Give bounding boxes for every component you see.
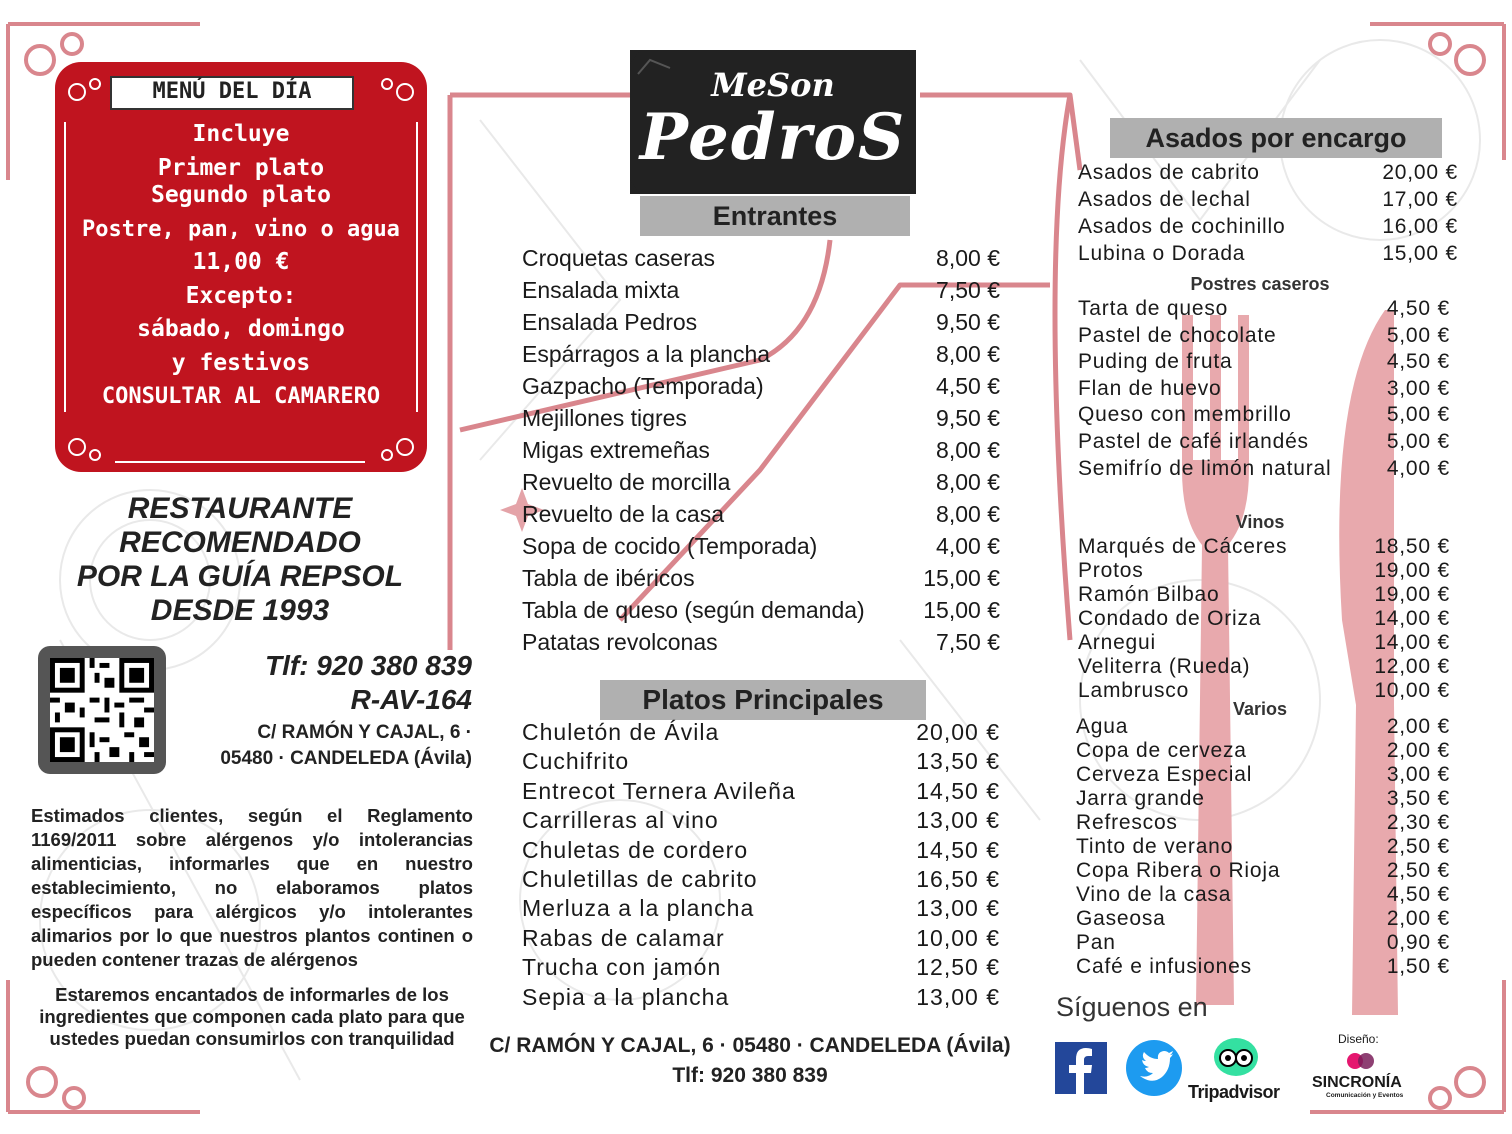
- menu-item-price: 14,50 €: [916, 777, 1000, 804]
- menu-item: [522, 953, 1000, 982]
- repsol-line: POR LA GUÍA REPSOL: [76, 560, 404, 593]
- menu-item-price: 13,00 €: [916, 807, 1000, 834]
- varios-list: [1076, 715, 1450, 979]
- menu-item: [522, 747, 1000, 776]
- repsol-line: RECOMENDADO: [119, 526, 361, 559]
- menu-item-price: 4,50 €: [1386, 350, 1450, 374]
- menu-item-price: 7,50 €: [936, 629, 1000, 655]
- menu-item-price: 18,50 €: [1374, 535, 1450, 558]
- menu-item-price: 16,50 €: [916, 865, 1000, 892]
- logo-pedros: PedroS: [639, 100, 907, 175]
- menu-item: [522, 806, 1000, 835]
- menu-item: [522, 370, 1000, 402]
- menu-item-name: Sopa de cocido (Temporada): [522, 533, 818, 559]
- restaurant-logo: [630, 50, 916, 194]
- menu-item-price: 4,50 €: [936, 373, 1000, 399]
- menu-item-price: 14,00 €: [1374, 607, 1450, 630]
- menu-item-price: 4,00 €: [1386, 456, 1450, 480]
- qr-code-pattern: [50, 658, 154, 762]
- menu-item-price: 2,50 €: [1386, 859, 1450, 882]
- principales-title: Platos Principales: [642, 684, 884, 715]
- menu-item-name: Lubina o Dorada: [1078, 242, 1246, 265]
- menu-del-dia-lines: [55, 118, 427, 414]
- menu-item-name: Chuletas de cordero: [522, 836, 749, 863]
- menu-item-price: 15,00 €: [923, 565, 1000, 591]
- menu-item-name: Tabla de queso (según demanda): [522, 597, 865, 623]
- menu-item-name: Revuelto de morcilla: [522, 469, 731, 495]
- menu-item: [1078, 186, 1458, 213]
- menu-item-price: 13,00 €: [916, 983, 1000, 1010]
- menu-item-price: 16,00 €: [1382, 215, 1458, 238]
- menu-item: [522, 594, 1000, 626]
- menu-item-price: 20,00 €: [916, 719, 1000, 745]
- menu-item: [522, 836, 1000, 865]
- menu-item-name: Queso con membrillo: [1078, 403, 1292, 427]
- menu-item-name: Chuletillas de cabrito: [522, 865, 758, 892]
- menu-item-name: Pan: [1076, 931, 1116, 954]
- menu-item-price: 5,00 €: [1386, 323, 1450, 347]
- follow-us-label: Síguenos en: [1056, 992, 1208, 1022]
- menu-item-price: 2,30 €: [1386, 811, 1450, 834]
- menu-item-price: 10,00 €: [916, 924, 1000, 951]
- repsol-recommendation: [20, 492, 460, 628]
- menu-item-price: 3,50 €: [1386, 787, 1450, 810]
- menu-item: [1078, 631, 1450, 655]
- menu-item-name: Chuletón de Ávila: [522, 719, 720, 745]
- menu-item-price: 17,00 €: [1382, 188, 1458, 211]
- menu-item: [1076, 859, 1450, 883]
- menu-item-price: 19,00 €: [1374, 559, 1450, 582]
- design-label: Diseño:: [1338, 1032, 1379, 1046]
- menu-item: [1076, 739, 1450, 763]
- menu-item-price: 20,00 €: [1382, 161, 1458, 184]
- menu-item-name: Veliterra (Rueda): [1078, 655, 1251, 678]
- menu-item: [1078, 376, 1450, 403]
- tripadvisor-icon[interactable]: [1214, 1038, 1258, 1076]
- menu-item-price: 3,00 €: [1386, 763, 1450, 786]
- menu-item: [1078, 535, 1450, 559]
- menu-item: [1076, 715, 1450, 739]
- menu-item-price: 10,00 €: [1374, 679, 1450, 702]
- menu-item-name: Protos: [1078, 559, 1144, 582]
- menu-item: [1076, 907, 1450, 931]
- menu-item: [522, 274, 1000, 306]
- principales-banner: [600, 680, 926, 720]
- menu-item: [522, 530, 1000, 562]
- menu-item-name: Trucha con jamón: [522, 954, 722, 981]
- allergen-notice-2: Estaremos encantados de informarles de los ingredientes que componen cada plato para que ustedes puedan consumirlos con tranquilidad: [39, 984, 465, 1049]
- day-line: CONSULTAR AL CAMARERO: [101, 384, 381, 409]
- menu-item-name: Mejillones tigres: [522, 405, 687, 431]
- menu-item: [1076, 955, 1450, 979]
- menu-item: [1078, 349, 1450, 376]
- menu-item: [1078, 323, 1450, 350]
- day-price: 11,00 €: [192, 249, 290, 275]
- day-line: Segundo plato: [150, 182, 331, 208]
- contact-address-2: 05480 · CANDELEDA (Ávila): [220, 748, 472, 769]
- menu-item-name: Gaseosa: [1076, 907, 1166, 930]
- menu-item-price: 2,00 €: [1386, 739, 1450, 762]
- qr-code[interactable]: [38, 646, 166, 774]
- menu-item-name: Gazpacho (Temporada): [522, 373, 764, 399]
- facebook-glyph: [1055, 1042, 1107, 1094]
- menu-item: [1078, 296, 1450, 323]
- menu-item-name: Lambrusco: [1078, 679, 1190, 702]
- menu-item-price: 15,00 €: [1382, 242, 1458, 265]
- menu-item-name: Copa de cerveza: [1076, 739, 1247, 762]
- designer-subtitle: Comunicación y Eventos: [1326, 1092, 1404, 1099]
- menu-item-price: 7,50 €: [936, 277, 1000, 303]
- menu-item-price: 15,00 €: [923, 597, 1000, 623]
- qr-code-icon: [50, 658, 154, 762]
- vinos-list: [1078, 535, 1450, 703]
- menu-item-price: 12,00 €: [1374, 655, 1450, 678]
- menu-item: [522, 718, 1000, 747]
- menu-item: [1076, 883, 1450, 907]
- postres-list: [1078, 296, 1450, 482]
- menu-item: [1078, 429, 1450, 456]
- menu-item-price: 5,00 €: [1386, 429, 1450, 453]
- menu-item-name: Marqués de Cáceres: [1078, 535, 1288, 558]
- menu-item: [1078, 607, 1450, 631]
- menu-item-name: Jarra grande: [1076, 787, 1205, 810]
- menu-item-name: Café e infusiones: [1076, 955, 1252, 978]
- day-line: Incluye: [192, 121, 290, 147]
- entrantes-list: [522, 242, 1000, 658]
- menu-item: [1076, 763, 1450, 787]
- asados-title: Asados por encargo: [1145, 123, 1407, 153]
- menu-item: [1078, 159, 1458, 186]
- tripadvisor-label[interactable]: Tripadvisor: [1188, 1082, 1280, 1102]
- twitter-glyph: [1126, 1040, 1182, 1096]
- menu-item-name: Asados de cabrito: [1078, 161, 1260, 184]
- asados-list: [1078, 159, 1458, 267]
- menu-item-price: 14,50 €: [916, 836, 1000, 863]
- menu-item-price: 8,00 €: [936, 437, 1000, 463]
- menu-item-name: Espárragos a la plancha: [522, 341, 771, 367]
- vinos-title: Vinos: [1235, 512, 1285, 532]
- menu-item-price: 19,00 €: [1374, 583, 1450, 606]
- menu-item-name: Ramón Bilbao: [1078, 583, 1220, 606]
- logo-meson: MeSon: [711, 66, 835, 104]
- menu-item-price: 4,00 €: [936, 533, 1000, 559]
- menu-item-price: 8,00 €: [936, 245, 1000, 271]
- menu-item-price: 14,00 €: [1374, 631, 1450, 654]
- menu-item: [1078, 583, 1450, 607]
- menu-item: [522, 498, 1000, 530]
- menu-item: [1078, 402, 1450, 429]
- footer-address: C/ RAMÓN Y CAJAL, 6 · 05480 · CANDELEDA (Ávila): [489, 1034, 1011, 1057]
- menu-item-name: Sepia a la plancha: [522, 983, 730, 1010]
- menu-item-name: Flan de huevo: [1078, 376, 1222, 400]
- menu-item: [522, 865, 1000, 894]
- menu-item: [1076, 931, 1450, 955]
- menu-item: [522, 626, 1000, 658]
- day-line: Postre, pan, vino o agua: [82, 216, 400, 242]
- menu-item-name: Merluza a la plancha: [522, 895, 755, 922]
- menu-item-price: 0,90 €: [1386, 931, 1450, 954]
- menu-item: [522, 338, 1000, 370]
- menu-item: [1078, 456, 1450, 483]
- menu-item-name: Revuelto de la casa: [522, 501, 725, 527]
- menu-item: [1078, 240, 1458, 267]
- menu-item-name: Puding de fruta: [1078, 350, 1233, 374]
- menu-item: [522, 924, 1000, 953]
- menu-item-name: Arnegui: [1078, 631, 1156, 654]
- menu-item: [1076, 835, 1450, 859]
- menu-item-price: 2,00 €: [1386, 715, 1450, 738]
- menu-item-name: Rabas de calamar: [522, 924, 725, 951]
- menu-item-name: Migas extremeñas: [522, 437, 710, 463]
- menu-item-name: Tinto de verano: [1076, 835, 1234, 858]
- menu-item: [522, 306, 1000, 338]
- postres-title: Postres caseros: [1190, 274, 1330, 294]
- menu-item-price: 2,00 €: [1386, 907, 1450, 930]
- menu-item-name: Cuchifrito: [522, 748, 630, 775]
- principales-list: [522, 718, 1000, 1012]
- menu-item-price: 4,50 €: [1386, 883, 1450, 906]
- menu-item-name: Copa Ribera o Rioja: [1076, 859, 1281, 882]
- facebook-icon[interactable]: [1055, 1042, 1107, 1094]
- menu-item: [522, 402, 1000, 434]
- menu-item-name: Entrecot Ternera Avileña: [522, 777, 796, 804]
- entrantes-title: Entrantes: [712, 201, 838, 231]
- contact-register: R-AV-164: [350, 684, 472, 715]
- entrantes-banner: [640, 196, 910, 236]
- contact-address-1: C/ RAMÓN Y CAJAL, 6 ·: [257, 722, 472, 743]
- asados-banner: [1110, 118, 1442, 158]
- allergen-notice: Estimados clientes, según el Reglamento 1169/2011 sobre alérgenos y/o intolerancias alimenticias, informarles que en nuestro establecimiento, no elaboramos platos específicos para alérgicos y/o intolerantes alimarios por lo que nuestros plantos continen o pueden contener trazas de alérgenos: [31, 805, 473, 970]
- menu-item: [1078, 655, 1450, 679]
- menu-item-name: Tabla de ibéricos: [522, 565, 695, 591]
- menu-item: [522, 242, 1000, 274]
- menu-item-name: Asados de lechal: [1078, 188, 1251, 211]
- day-line: y festivos: [171, 349, 311, 376]
- menu-item-name: Pastel de café irlandés: [1078, 429, 1309, 453]
- repsol-line: DESDE 1993: [150, 594, 330, 627]
- day-line: Excepto:: [185, 282, 297, 309]
- menu-item: [522, 983, 1000, 1012]
- menu-item-price: 13,00 €: [916, 895, 1000, 922]
- menu-del-dia-title: MENÚ DEL DÍA: [110, 76, 354, 110]
- menu-item-price: 8,00 €: [936, 341, 1000, 367]
- menu-item-price: 8,00 €: [936, 469, 1000, 495]
- twitter-icon[interactable]: [1126, 1040, 1182, 1096]
- contact-phone[interactable]: Tlf: 920 380 839: [264, 650, 472, 681]
- menu-item-price: 12,50 €: [916, 954, 1000, 981]
- menu-item-name: Patatas revolconas: [522, 629, 718, 655]
- sincronia-logo-icon: [1346, 1052, 1376, 1070]
- sincronia-mark: [1346, 1052, 1376, 1070]
- menu-item: [522, 777, 1000, 806]
- menu-item: [522, 562, 1000, 594]
- menu-item: [1078, 213, 1458, 240]
- menu-item-name: Ensalada Pedros: [522, 309, 698, 335]
- menu-item-name: Refrescos: [1076, 811, 1178, 834]
- day-line: Primer plato: [157, 154, 325, 181]
- menu-item: [522, 434, 1000, 466]
- menu-item-price: 5,00 €: [1386, 403, 1450, 427]
- designer-name: SINCRONÍA: [1312, 1074, 1402, 1091]
- menu-item-name: Condado de Oriza: [1078, 607, 1262, 630]
- menu-item-price: 2,50 €: [1386, 835, 1450, 858]
- menu-item-price: 13,50 €: [916, 748, 1000, 775]
- menu-item-name: Asados de cochinillo: [1078, 215, 1286, 238]
- menu-item-name: Ensalada mixta: [522, 277, 680, 303]
- footer-phone[interactable]: Tlf: 920 380 839: [672, 1064, 828, 1087]
- menu-item-price: 9,50 €: [936, 405, 1000, 431]
- menu-item-price: 9,50 €: [936, 309, 1000, 335]
- menu-item: [1078, 559, 1450, 583]
- menu-item-price: 1,50 €: [1386, 955, 1450, 978]
- menu-item-price: 4,50 €: [1386, 297, 1450, 320]
- varios-title: Varios: [1232, 699, 1288, 719]
- menu-item-price: 8,00 €: [936, 501, 1000, 527]
- tripadvisor-owl-glyph: [1214, 1038, 1258, 1076]
- menu-item: [522, 466, 1000, 498]
- menu-item-name: Tarta de queso: [1078, 297, 1229, 320]
- menu-item: [522, 894, 1000, 923]
- menu-item-name: Carrilleras al vino: [522, 807, 719, 834]
- menu-item: [1076, 811, 1450, 835]
- menu-item-name: Cerveza Especial: [1076, 763, 1253, 786]
- day-line: sábado, domingo: [137, 316, 345, 342]
- menu-item-name: Semifrío de limón natural: [1078, 456, 1332, 480]
- menu-item-name: Vino de la casa: [1076, 883, 1232, 906]
- menu-item: [1076, 787, 1450, 811]
- menu-item-name: Pastel de chocolate: [1078, 323, 1277, 347]
- menu-item-price: 3,00 €: [1386, 376, 1450, 400]
- repsol-line: RESTAURANTE: [127, 492, 353, 525]
- menu-item-name: Croquetas caseras: [522, 245, 716, 271]
- menu-item-name: Agua: [1076, 715, 1129, 738]
